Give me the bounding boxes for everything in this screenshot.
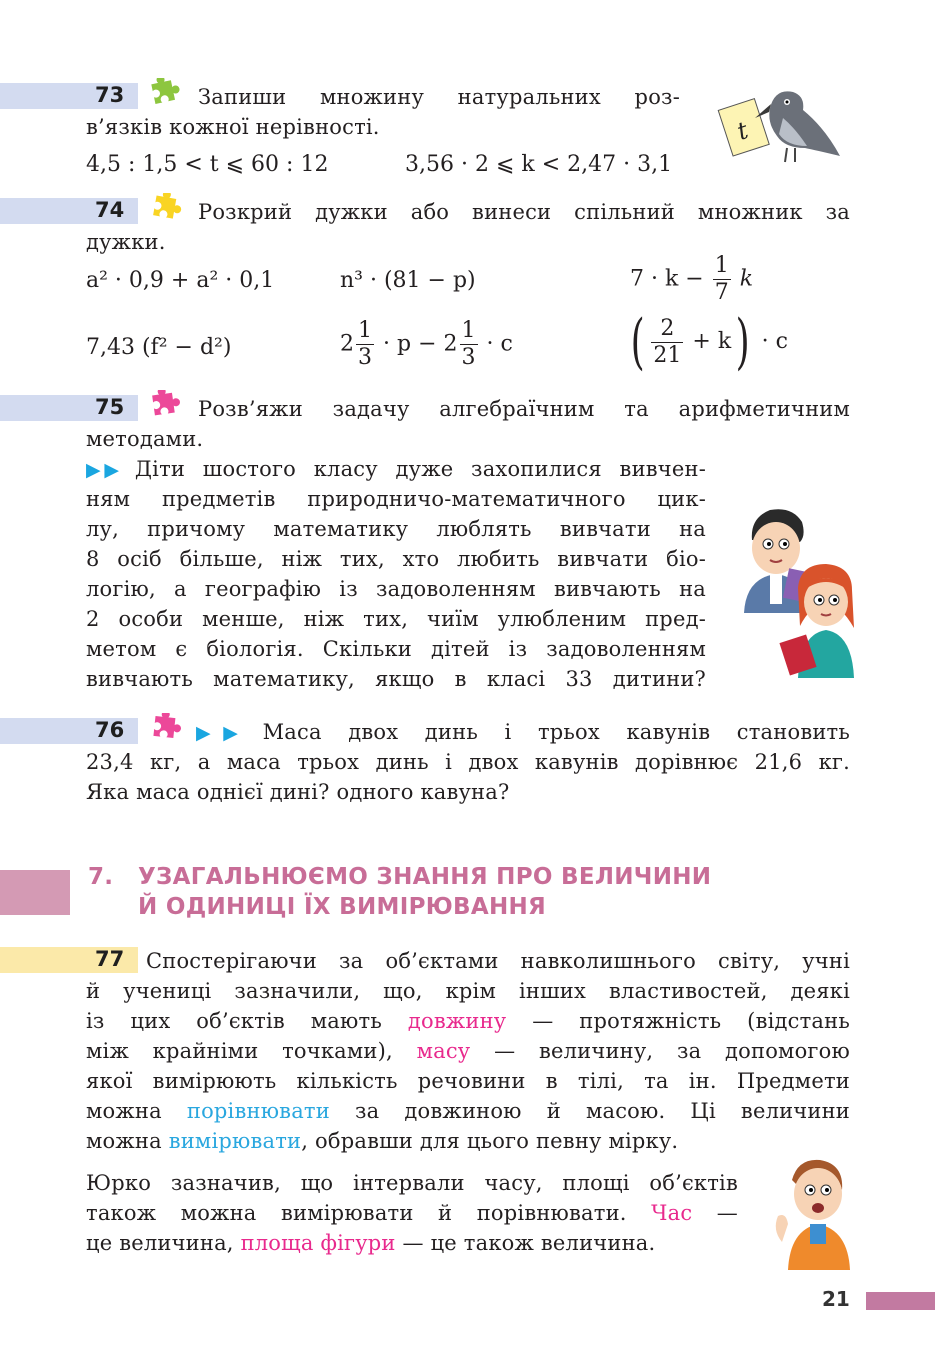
numerator: 1 <box>714 253 729 278</box>
task-text-line <box>86 1006 850 1036</box>
whole-part: 2 <box>340 331 354 357</box>
task-text-line <box>196 717 850 748</box>
section-heading: УЗАГАЛЬНЮЄМО ЗНАННЯ ПРО ВЕЛИЧИНИ <box>138 864 712 890</box>
term-compare: порівнювати <box>186 1099 330 1123</box>
expression: a² · 0,9 + a² · 0,1 <box>86 268 275 293</box>
task-text-line <box>86 1036 850 1066</box>
problem-line: 8 осіб більше, ніж тих, хто любить вивчати біо- <box>86 547 706 571</box>
task-text-line: 23,4 кг, а маса трьох динь і двох кавунів дорівнює 21,6 кг. <box>86 750 850 774</box>
section-title-line <box>88 862 711 892</box>
boy-illustration <box>762 1150 862 1270</box>
section-title-line <box>88 892 711 922</box>
text-segment: , обравши для цього певну мірку. <box>301 1129 679 1153</box>
task-text-line: Юрко зазначив, що інтервали часу, площі об’єктів <box>86 1171 738 1195</box>
problem-line: метом є біологія. Скільки дітей із задоволенням <box>86 637 706 661</box>
expression-fraction <box>630 253 753 306</box>
term-area: площа фігури <box>240 1231 396 1255</box>
task-text-line <box>86 1126 678 1156</box>
fraction <box>713 253 731 306</box>
text-segment: — протяжність (відстань <box>532 1009 850 1033</box>
expression-mixed-numbers <box>340 318 513 371</box>
term-time: Час <box>651 1201 693 1225</box>
inequality: 3,56 · 2 ⩽ k < 2,47 · 3,1 <box>405 152 673 177</box>
text-segment: — <box>716 1201 738 1225</box>
task-text-line: Розв’яжи задачу алгебраїчним та арифметичним <box>198 397 850 421</box>
puzzle-yellow-icon <box>146 193 182 229</box>
term-length: довжину <box>407 1009 507 1033</box>
expression-part: 7 · k − <box>630 266 704 292</box>
denominator: 3 <box>358 345 372 370</box>
numerator: 1 <box>461 318 476 343</box>
task-text: Маса двох динь і трьох кавунів становить <box>262 720 850 744</box>
card-letter: t <box>733 116 752 146</box>
page-number-bar <box>866 1292 935 1310</box>
puzzle-pink-icon <box>146 390 182 426</box>
task-number: 77 <box>95 947 125 971</box>
task-text-line: дужки. <box>86 230 166 254</box>
text-segment: — це також величина. <box>402 1231 656 1255</box>
problem-line: ням предметів природничо-математичного цик- <box>86 487 706 511</box>
denominator: 7 <box>714 280 729 305</box>
task-text-line <box>86 1198 738 1228</box>
task-text-line <box>86 1228 655 1258</box>
text-segment: можна <box>86 1129 162 1153</box>
right-paren: ) <box>735 307 750 377</box>
task-number: 76 <box>95 718 125 742</box>
task-text-line <box>86 1096 850 1126</box>
expression-part: · c <box>761 329 788 354</box>
expression-part: k <box>739 266 754 292</box>
denominator: 21 <box>653 342 682 368</box>
inequality: 4,5 : 1,5 < t ⩽ 60 : 12 <box>86 152 329 177</box>
text-segment: між крайніми точками), <box>86 1039 393 1063</box>
fraction <box>356 318 374 371</box>
denominator: 3 <box>461 345 476 370</box>
text-segment: за довжиною й масою. Ці величини <box>355 1099 850 1123</box>
task-text-line: Спостерігаючи за об’єктами навколишнього світу, учні <box>146 949 850 973</box>
fraction <box>460 318 478 371</box>
expression-part: · p − 2 <box>383 331 458 357</box>
section-title <box>88 862 711 922</box>
problem-line: логію, а географію із задоволенням вивчають на <box>86 577 706 601</box>
left-paren: ( <box>630 307 645 377</box>
task-text-line: якої вимірюють кількість речовини в тілі, та ін. Предмети <box>86 1069 850 1093</box>
fraction <box>651 316 683 369</box>
problem-line <box>86 454 706 485</box>
expression-part: · c <box>486 331 513 357</box>
text-segment: можна <box>86 1099 162 1123</box>
text-segment: також можна вимірювати й порівнювати. <box>86 1201 627 1225</box>
task-text-line: Запиши множину натуральних роз- <box>198 85 680 109</box>
numerator: 1 <box>358 318 372 343</box>
task-text-line: методами. <box>86 427 204 451</box>
text-segment: із цих об’єктів мають <box>86 1009 382 1033</box>
problem-line: лу, причому математику люблять вивчати на <box>86 517 706 541</box>
task-number: 73 <box>95 83 125 107</box>
puzzle-green-icon <box>146 78 182 114</box>
expression-part: + k <box>692 329 732 354</box>
section-heading: Й ОДИНИЦІ ЇХ ВИМІРЮВАННЯ <box>138 894 547 920</box>
term-mass: масу <box>416 1039 471 1063</box>
task-number: 75 <box>95 395 125 419</box>
task-text-line: й учениці зазначили, що, крім інших властивостей, деякі <box>86 979 850 1003</box>
page-number: 21 <box>822 1287 850 1311</box>
double-arrow-icon: ▶▶ <box>196 722 251 744</box>
section-accent-bar <box>0 870 70 915</box>
problem-text: Діти шостого класу дуже захопилися вивчен- <box>134 457 706 481</box>
expression: 7,43 (f² − d²) <box>86 335 232 360</box>
problem-line: 2 особи менше, ніж тих, чиїм улюбленим пред- <box>86 607 706 631</box>
crow-illustration <box>715 78 845 168</box>
problem-line: вивчають математику, якщо в класі 33 дитини? <box>86 667 706 691</box>
expression: n³ · (81 − p) <box>340 268 476 293</box>
expression-parenthesized <box>626 307 788 377</box>
double-arrow-icon: ▶▶ <box>86 459 123 481</box>
task-text-line: Розкрий дужки або винеси спільний множник за <box>198 200 850 224</box>
task-text-line: Яка маса однієї дині? одного кавуна? <box>86 780 510 804</box>
task-text-line: в’язків кожної нерівності. <box>86 115 380 139</box>
text-segment: — величину, за допомогою <box>494 1039 850 1063</box>
puzzle-pink-icon <box>146 713 182 749</box>
numerator: 2 <box>651 316 683 343</box>
text-segment: це величина, <box>86 1231 234 1255</box>
children-illustration <box>730 478 860 688</box>
term-measure: вимірювати <box>168 1129 302 1153</box>
task-number: 74 <box>95 198 125 222</box>
section-number: 7. <box>88 864 114 890</box>
